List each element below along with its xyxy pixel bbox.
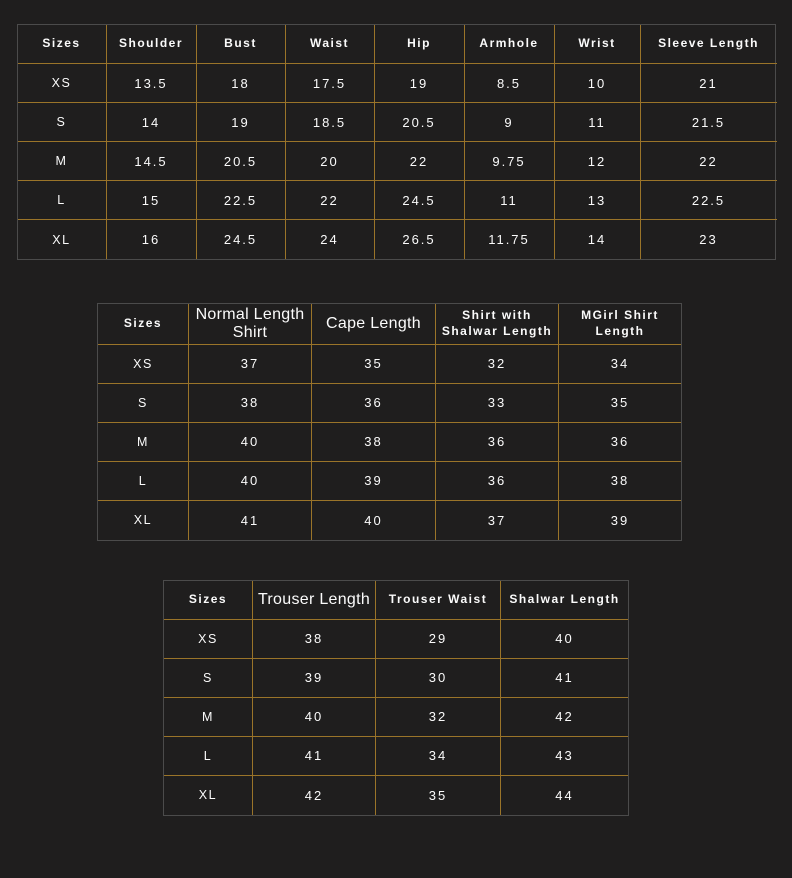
value-cell: 37 xyxy=(436,501,559,540)
table-row xyxy=(164,698,628,737)
value-cell: 22 xyxy=(641,142,777,181)
value-cell: 12 xyxy=(555,142,641,181)
value-cell: 22.5 xyxy=(641,181,777,220)
value-cell: 17.5 xyxy=(286,64,375,103)
value-cell: 39 xyxy=(312,462,436,501)
size-label-cell: S xyxy=(164,659,253,698)
size-label-cell: L xyxy=(18,181,107,220)
table-row xyxy=(164,737,628,776)
value-cell: 34 xyxy=(376,737,501,776)
value-cell: 38 xyxy=(312,423,436,462)
body-measurements-grid xyxy=(18,25,777,259)
value-cell: 22.5 xyxy=(197,181,286,220)
value-cell: 38 xyxy=(253,620,376,659)
value-cell: 18 xyxy=(197,64,286,103)
value-cell: 22 xyxy=(375,142,465,181)
value-cell: 41 xyxy=(501,659,628,698)
value-cell: 36 xyxy=(436,423,559,462)
value-cell: 10 xyxy=(555,64,641,103)
table-row xyxy=(18,103,777,142)
table-row xyxy=(18,142,777,181)
value-cell: 37 xyxy=(189,345,312,384)
column-header-shirt-with-shalwar-length: Shirt with Shalwar Length xyxy=(436,304,559,345)
value-cell: 11 xyxy=(465,181,555,220)
table-row xyxy=(164,620,628,659)
header-row xyxy=(18,25,777,64)
value-cell: 20 xyxy=(286,142,375,181)
value-cell: 39 xyxy=(610,512,630,528)
value-cell: 35 xyxy=(312,345,436,384)
value-cell: 8.5 xyxy=(465,64,555,103)
value-cell: 40 xyxy=(189,423,312,462)
value-cell: 42 xyxy=(501,698,628,737)
value-cell: 40 xyxy=(501,620,628,659)
value-cell: 36 xyxy=(559,423,681,462)
column-header-hip: Hip xyxy=(375,25,465,64)
table-row xyxy=(164,659,628,698)
value-cell: 39 xyxy=(253,659,376,698)
value-cell: 41 xyxy=(189,501,312,540)
size-label-cell: L xyxy=(98,462,189,501)
column-header-armhole: Armhole xyxy=(465,25,555,64)
size-label-cell: XL xyxy=(98,501,189,540)
value-cell: 9.75 xyxy=(465,142,555,181)
value-cell: 41 xyxy=(253,737,376,776)
column-header-sizes: Sizes xyxy=(164,581,253,620)
value-cell: 22 xyxy=(286,181,375,220)
value-cell: 44 xyxy=(555,787,574,803)
value-cell: 36 xyxy=(436,462,559,501)
column-header-waist: Waist xyxy=(286,25,375,64)
body-measurements-table xyxy=(17,24,776,260)
value-cell: 20.5 xyxy=(197,142,286,181)
column-header-trouser-waist: Trouser Waist xyxy=(376,581,501,620)
size-label-cell: L xyxy=(164,737,253,776)
value-cell: 13 xyxy=(555,181,641,220)
size-label-cell: XS xyxy=(18,64,107,103)
value-cell: 14.5 xyxy=(107,142,197,181)
table-row xyxy=(18,64,777,103)
value-cell: 35 xyxy=(559,384,681,423)
value-cell: 23 xyxy=(699,232,718,247)
shirt-lengths-grid xyxy=(98,304,681,540)
size-label-cell: XL xyxy=(164,776,253,815)
value-cell: 40 xyxy=(312,501,436,540)
column-header-mgirl-shirt-length: MGirl Shirt Length xyxy=(559,304,681,345)
value-cell: 14 xyxy=(107,103,197,142)
column-header-shoulder: Shoulder xyxy=(107,25,197,64)
value-cell: 30 xyxy=(376,659,501,698)
column-header-bust: Bust xyxy=(197,25,286,64)
shirt-lengths-table xyxy=(97,303,682,541)
table-row xyxy=(18,220,777,259)
value-cell: 19 xyxy=(197,103,286,142)
value-cell: 19 xyxy=(375,64,465,103)
value-cell: 40 xyxy=(189,462,312,501)
column-header-shalwar-length: Shalwar Length xyxy=(501,581,628,620)
size-label-cell: S xyxy=(98,384,189,423)
value-cell: 11 xyxy=(555,103,641,142)
trouser-lengths-grid xyxy=(164,581,628,815)
value-cell: 24.5 xyxy=(197,220,286,259)
value-cell: 21 xyxy=(641,64,777,103)
value-cell: 32 xyxy=(436,345,559,384)
size-label-cell: M xyxy=(98,423,189,462)
value-cell: 36 xyxy=(312,384,436,423)
column-header-wrist: Wrist xyxy=(555,25,641,64)
table-row xyxy=(98,345,681,384)
value-cell: 15 xyxy=(107,181,197,220)
column-header-trouser-length: Trouser Length xyxy=(253,581,376,620)
value-cell: 32 xyxy=(376,698,501,737)
size-label-cell: XS xyxy=(164,620,253,659)
value-cell: 40 xyxy=(253,698,376,737)
size-label-cell: M xyxy=(18,142,107,181)
value-cell: 24.5 xyxy=(375,181,465,220)
table-row xyxy=(98,423,681,462)
trouser-lengths-table xyxy=(163,580,629,816)
value-cell: 26.5 xyxy=(375,220,465,259)
value-cell: 16 xyxy=(107,220,197,259)
table-row xyxy=(98,384,681,423)
value-cell: 42 xyxy=(253,776,376,815)
size-label-cell: M xyxy=(164,698,253,737)
value-cell: 13.5 xyxy=(107,64,197,103)
value-cell: 21.5 xyxy=(641,103,777,142)
column-header-sleeve-length: Sleeve Length xyxy=(641,25,777,64)
value-cell: 29 xyxy=(376,620,501,659)
value-cell: 14 xyxy=(555,220,641,259)
value-cell: 18.5 xyxy=(286,103,375,142)
value-cell: 24 xyxy=(286,220,375,259)
header-row xyxy=(164,581,628,620)
value-cell: 34 xyxy=(559,345,681,384)
value-cell: 9 xyxy=(465,103,555,142)
size-label-cell: XS xyxy=(98,345,189,384)
column-header-normal-length-shirt: Normal Length Shirt xyxy=(189,304,312,345)
table-row xyxy=(18,181,777,220)
header-row xyxy=(98,304,681,345)
table-row xyxy=(98,501,681,540)
table-row xyxy=(98,462,681,501)
size-label-cell: S xyxy=(18,103,107,142)
column-header-cape-length: Cape Length xyxy=(312,304,436,345)
value-cell: 11.75 xyxy=(465,220,555,259)
column-header-sizes: Sizes xyxy=(18,25,107,64)
size-chart-page xyxy=(0,24,792,816)
column-header-sizes: Sizes xyxy=(98,304,189,345)
value-cell: 35 xyxy=(376,776,501,815)
value-cell: 33 xyxy=(436,384,559,423)
value-cell: 43 xyxy=(501,737,628,776)
table-row xyxy=(164,776,628,815)
size-label-cell: XL xyxy=(18,220,107,259)
value-cell: 38 xyxy=(189,384,312,423)
value-cell: 20.5 xyxy=(375,103,465,142)
value-cell: 38 xyxy=(559,462,681,501)
